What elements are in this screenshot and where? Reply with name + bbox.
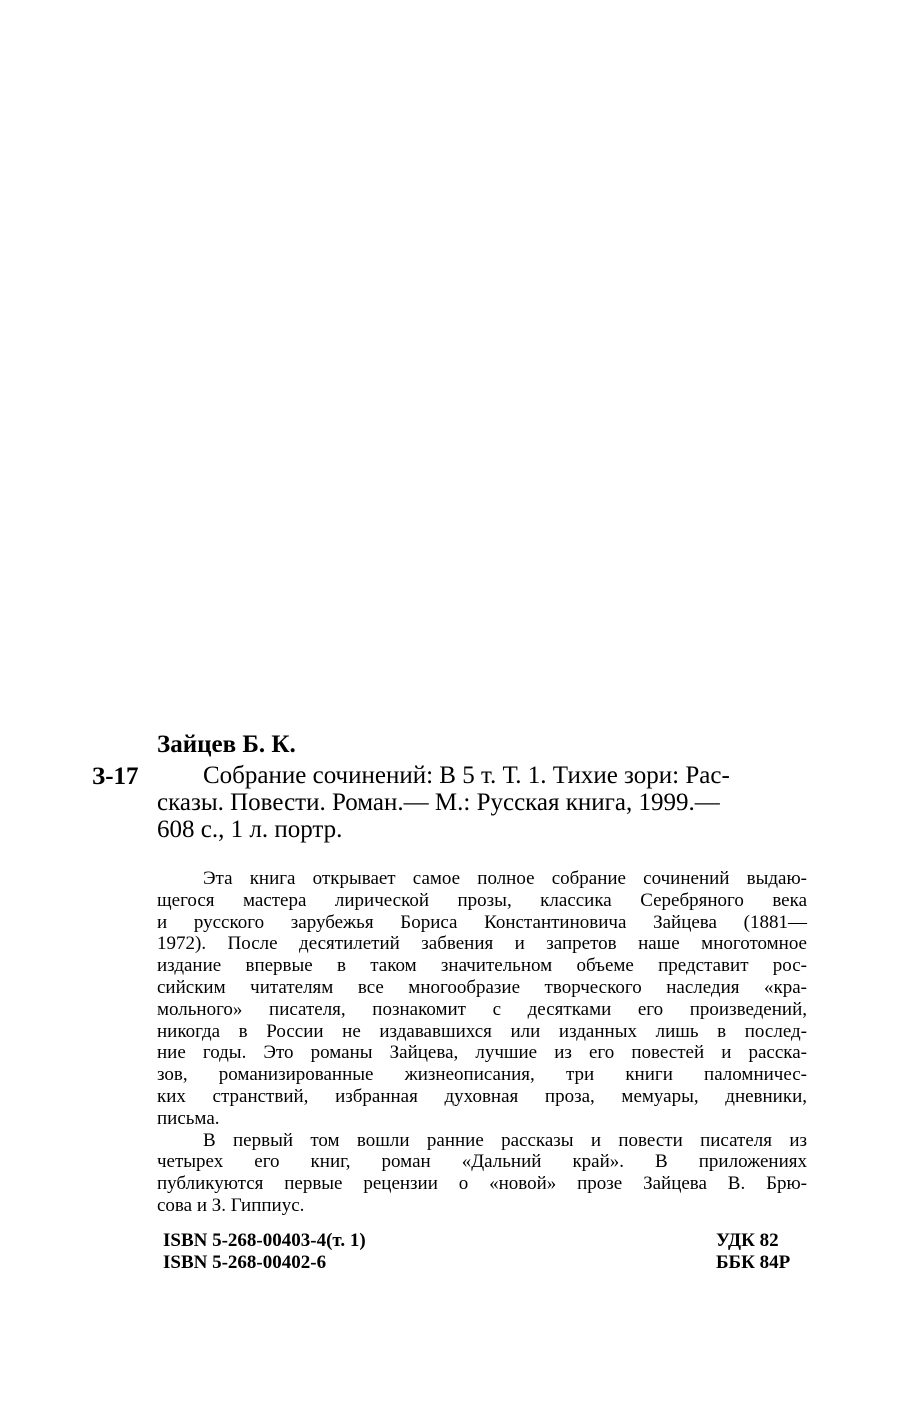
title-line: сказы. Повести. Роман.— М.: Русская книга, 1999.— <box>157 789 720 816</box>
annotation-line: зов, романизированные жизнеописания, три книги паломничес- <box>157 1064 807 1086</box>
annotation-line: щегося мастера лирической прозы, классика Серебряного века <box>157 889 807 911</box>
annotation-line: Эта книга открывает самое полное собрание сочинений выдаю- <box>203 868 807 889</box>
annotation-line: четырех его книг, роман «Дальний край». В приложениях <box>157 1151 807 1173</box>
isbn-set: ISBN 5-268-00402-6 <box>163 1252 327 1273</box>
annotation-line: 1972). После десятилетий забвения и запретов наше многотомное <box>157 933 807 955</box>
annotation-line: и русского зарубежья Бориса Константиновича Зайцева (1881— <box>157 911 807 933</box>
title-line: 608 с., 1 л. портр. <box>157 816 343 843</box>
catalog-index: З-17 <box>92 763 139 790</box>
annotation-line: никогда в России не издававшихся или изданных лишь в послед- <box>157 1020 807 1042</box>
annotation-line: ких странствий, избранная духовная проза, мемуары, дневники, <box>157 1085 807 1107</box>
isbn-volume: ISBN 5-268-00403-4(т. 1) <box>163 1230 366 1251</box>
bbk-code: ББК 84Р <box>716 1252 791 1273</box>
annotation-line: сийским читателям все многообразие творческого наследия «кра- <box>157 976 807 998</box>
annotation-line: В первый том вошли ранние рассказы и повести писателя из <box>203 1129 807 1151</box>
annotation <box>157 868 807 1217</box>
udk-code: УДК 82 <box>716 1230 779 1251</box>
annotation-line: издание впервые в таком значительном объеме представит рос- <box>157 955 807 977</box>
classification-block <box>716 1230 808 1274</box>
title-line: Собрание сочинений: В 5 т. Т. 1. Тихие зори: Рас- <box>203 762 730 789</box>
author-name: Зайцев Б. К. <box>157 731 296 758</box>
annotation-line: мольного» писателя, познакомит с десятками его произведений, <box>157 998 807 1020</box>
annotation-line: письма. <box>157 1107 220 1129</box>
annotation-line: ние годы. Это романы Зайцева, лучшие из его повестей и расска- <box>157 1042 807 1064</box>
annotation-line: публикуются первые рецензии о «новой» прозе Зайцева В. Брю- <box>157 1173 807 1195</box>
bibliographic-title <box>157 762 807 843</box>
isbn-block <box>163 1230 366 1274</box>
annotation-line: сова и З. Гиппиус. <box>157 1194 305 1216</box>
